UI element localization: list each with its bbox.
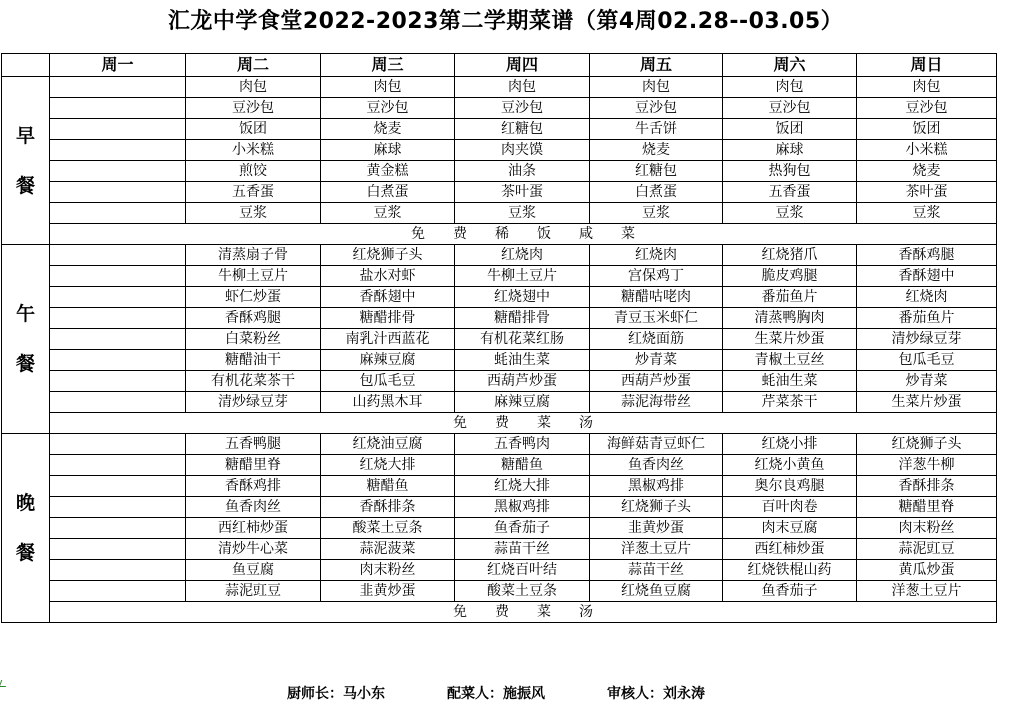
dish-cell: 香酥翅中: [321, 287, 455, 308]
lunch-row: [2, 371, 997, 392]
dish-cell: 麻球: [321, 140, 455, 161]
dish-cell: 香酥排条: [321, 497, 455, 518]
dish-cell: [50, 119, 186, 140]
dish-cell: 蒜泥豇豆: [857, 539, 997, 560]
lunch-row: [2, 266, 997, 287]
dish-cell: [50, 560, 186, 581]
dish-cell: 糖醋鱼: [321, 476, 455, 497]
breakfast-label: [2, 77, 50, 245]
dish-cell: 五香鸭腿: [186, 434, 321, 455]
dinner-row: [2, 560, 997, 581]
dish-cell: [50, 392, 186, 413]
dish-cell: 芹菜茶干: [723, 392, 857, 413]
dish-cell: 红烧油豆腐: [321, 434, 455, 455]
dish-cell: 白煮蛋: [590, 182, 723, 203]
dish-cell: 黄瓜炒蛋: [857, 560, 997, 581]
lunch-free-note: 免 费 菜 汤: [50, 413, 997, 434]
dish-cell: 麻辣豆腐: [321, 350, 455, 371]
day-header: 周一: [50, 54, 186, 77]
corner-cell: [2, 54, 50, 77]
day-header: 周五: [590, 54, 723, 77]
dish-cell: 清蒸鸭胸肉: [723, 308, 857, 329]
dish-cell: 豆浆: [186, 203, 321, 224]
dish-cell: 香酥排条: [857, 476, 997, 497]
dish-cell: 红烧鱼豆腐: [590, 581, 723, 602]
dish-cell: 香酥鸡腿: [186, 308, 321, 329]
dish-cell: 有机花菜茶干: [186, 371, 321, 392]
dish-cell: 牛柳土豆片: [186, 266, 321, 287]
dish-cell: 豆沙包: [455, 98, 590, 119]
dish-cell: 黑椒鸡排: [455, 497, 590, 518]
dish-cell: [50, 581, 186, 602]
dish-cell: 盐水对虾: [321, 266, 455, 287]
breakfast-row: [2, 161, 997, 182]
dish-cell: [50, 245, 186, 266]
dish-cell: 小米糕: [186, 140, 321, 161]
dish-cell: 蒜泥菠菜: [321, 539, 455, 560]
dish-cell: 白煮蛋: [321, 182, 455, 203]
dish-cell: 韭黄炒蛋: [321, 581, 455, 602]
dish-cell: 糖醋咕咾肉: [590, 287, 723, 308]
dinner-free-row: [2, 602, 997, 623]
dish-cell: 肉包: [590, 77, 723, 98]
lunch-label-top: 午: [15, 303, 35, 325]
dish-cell: 西葫芦炒蛋: [455, 371, 590, 392]
dish-cell: 炒青菜: [857, 371, 997, 392]
dish-cell: 红烧狮子头: [321, 245, 455, 266]
day-header: 周三: [321, 54, 455, 77]
dish-cell: [50, 539, 186, 560]
dish-cell: 饭团: [723, 119, 857, 140]
dish-cell: 牛柳土豆片: [455, 266, 590, 287]
dish-cell: 洋葱土豆片: [590, 539, 723, 560]
dish-cell: 豆浆: [455, 203, 590, 224]
dish-cell: 包瓜毛豆: [321, 371, 455, 392]
dish-cell: 虾仁炒蛋: [186, 287, 321, 308]
dish-cell: 韭黄炒蛋: [590, 518, 723, 539]
dish-cell: 西葫芦炒蛋: [590, 371, 723, 392]
dish-cell: 红烧翅中: [455, 287, 590, 308]
dinner-free-note: 免 费 菜 汤: [50, 602, 997, 623]
dish-cell: 红烧大排: [321, 455, 455, 476]
dish-cell: 红烧狮子头: [590, 497, 723, 518]
dish-cell: 五香蛋: [186, 182, 321, 203]
breakfast-row: [2, 77, 997, 98]
dish-cell: 红烧小排: [723, 434, 857, 455]
dish-cell: 糖醋鱼: [455, 455, 590, 476]
dish-cell: [50, 287, 186, 308]
dish-cell: [50, 308, 186, 329]
dish-cell: 肉末粉丝: [857, 518, 997, 539]
dish-cell: 鱼香茄子: [455, 518, 590, 539]
dish-cell: 香酥鸡腿: [857, 245, 997, 266]
planner-signature: 配菜人：施振风: [447, 686, 545, 702]
corner-mark: [0, 680, 8, 687]
dish-cell: 生菜片炒蛋: [857, 392, 997, 413]
dish-cell: 糖醋排骨: [455, 308, 590, 329]
breakfast-row: [2, 140, 997, 161]
dish-cell: 肉夹馍: [455, 140, 590, 161]
dish-cell: 肉包: [455, 77, 590, 98]
dish-cell: 糖醋里脊: [857, 497, 997, 518]
dinner-row: [2, 476, 997, 497]
dish-cell: 酸菜土豆条: [321, 518, 455, 539]
dish-cell: 油条: [455, 161, 590, 182]
dinner-row: [2, 518, 997, 539]
lunch-label-bottom: 餐: [15, 353, 35, 375]
breakfast-label-bottom: 餐: [15, 174, 35, 197]
dish-cell: 热狗包: [723, 161, 857, 182]
dinner-label: [2, 434, 50, 623]
dish-cell: 蒜苗干丝: [590, 560, 723, 581]
breakfast-label-top: 早: [15, 124, 35, 147]
dish-cell: 黄金糕: [321, 161, 455, 182]
dish-cell: 五香鸭肉: [455, 434, 590, 455]
dish-cell: 豆浆: [857, 203, 997, 224]
header-row: [2, 54, 997, 77]
dish-cell: 炒青菜: [590, 350, 723, 371]
dish-cell: [50, 371, 186, 392]
dish-cell: 麻球: [723, 140, 857, 161]
dish-cell: 豆沙包: [186, 98, 321, 119]
dish-cell: 生菜片炒蛋: [723, 329, 857, 350]
dish-cell: 豆浆: [590, 203, 723, 224]
day-header: 周四: [455, 54, 590, 77]
dish-cell: 豆沙包: [857, 98, 997, 119]
dish-cell: [50, 161, 186, 182]
chef-signature: 厨师长：马小东: [287, 686, 385, 702]
lunch-label: [2, 245, 50, 434]
dish-cell: 红糖包: [455, 119, 590, 140]
dish-cell: 红烧狮子头: [857, 434, 997, 455]
dish-cell: 山药黑木耳: [321, 392, 455, 413]
dish-cell: 香酥鸡排: [186, 476, 321, 497]
dish-cell: 饭团: [186, 119, 321, 140]
dinner-row: [2, 539, 997, 560]
lunch-row: [2, 308, 997, 329]
dish-cell: 西红柿炒蛋: [723, 539, 857, 560]
dish-cell: [50, 182, 186, 203]
dish-cell: 牛舌饼: [590, 119, 723, 140]
dish-cell: 茶叶蛋: [455, 182, 590, 203]
breakfast-free-note: 免 费 稀 饭 咸 菜: [50, 224, 997, 245]
dish-cell: [50, 329, 186, 350]
dish-cell: 小米糕: [857, 140, 997, 161]
dish-cell: [50, 476, 186, 497]
dinner-row: [2, 455, 997, 476]
dish-cell: 青豆玉米虾仁: [590, 308, 723, 329]
reviewer-signature: 审核人：刘永涛: [607, 686, 705, 702]
dish-cell: 烧麦: [857, 161, 997, 182]
dish-cell: 红烧小黄鱼: [723, 455, 857, 476]
dish-cell: 蒜泥海带丝: [590, 392, 723, 413]
dish-cell: 清蒸扇子骨: [186, 245, 321, 266]
dish-cell: 蒜苗干丝: [455, 539, 590, 560]
dinner-row: [2, 497, 997, 518]
dish-cell: 蚝油生菜: [723, 371, 857, 392]
lunch-row: [2, 329, 997, 350]
dish-cell: [50, 434, 186, 455]
dish-cell: 红烧肉: [455, 245, 590, 266]
dish-cell: 糖醋里脊: [186, 455, 321, 476]
dish-cell: 黑椒鸡排: [590, 476, 723, 497]
dish-cell: 百叶肉卷: [723, 497, 857, 518]
dish-cell: 糖醋油干: [186, 350, 321, 371]
dish-cell: 洋葱土豆片: [857, 581, 997, 602]
dinner-label-bottom: 餐: [15, 542, 35, 564]
dish-cell: 豆浆: [321, 203, 455, 224]
dinner-row: [2, 434, 997, 455]
dish-cell: 豆浆: [723, 203, 857, 224]
dish-cell: 番茄鱼片: [857, 308, 997, 329]
dish-cell: 奥尔良鸡腿: [723, 476, 857, 497]
dish-cell: 豆沙包: [321, 98, 455, 119]
lunch-row: [2, 350, 997, 371]
dish-cell: [50, 455, 186, 476]
dish-cell: 海鲜菇青豆虾仁: [590, 434, 723, 455]
dish-cell: 鱼香茄子: [723, 581, 857, 602]
dish-cell: 洋葱牛柳: [857, 455, 997, 476]
dish-cell: 鱼香肉丝: [590, 455, 723, 476]
dish-cell: [50, 497, 186, 518]
dish-cell: 豆沙包: [590, 98, 723, 119]
dish-cell: 有机花菜红肠: [455, 329, 590, 350]
dinner-label-top: 晚: [15, 492, 35, 514]
dish-cell: 红糖包: [590, 161, 723, 182]
dish-cell: 青椒土豆丝: [723, 350, 857, 371]
dish-cell: 鱼豆腐: [186, 560, 321, 581]
breakfast-row: [2, 119, 997, 140]
dish-cell: 蚝油生菜: [455, 350, 590, 371]
dish-cell: 肉末豆腐: [723, 518, 857, 539]
dish-cell: [50, 266, 186, 287]
dish-cell: 西红柿炒蛋: [186, 518, 321, 539]
dish-cell: 肉包: [857, 77, 997, 98]
dish-cell: [50, 350, 186, 371]
dish-cell: 宫保鸡丁: [590, 266, 723, 287]
dish-cell: 鱼香肉丝: [186, 497, 321, 518]
breakfast-row: [2, 182, 997, 203]
dish-cell: 麻辣豆腐: [455, 392, 590, 413]
dish-cell: [50, 77, 186, 98]
dish-cell: 肉末粉丝: [321, 560, 455, 581]
dish-cell: 红烧铁棍山药: [723, 560, 857, 581]
day-header: 周六: [723, 54, 857, 77]
lunch-row: [2, 245, 997, 266]
page-title: 汇龙中学食堂2022-2023第二学期菜谱（第4周02.28--03.05）: [167, 9, 844, 34]
dish-cell: 五香蛋: [723, 182, 857, 203]
dish-cell: 清炒绿豆芽: [857, 329, 997, 350]
dish-cell: [50, 98, 186, 119]
breakfast-free-row: [2, 224, 997, 245]
breakfast-row: [2, 98, 997, 119]
dish-cell: 红烧肉: [857, 287, 997, 308]
day-header: 周二: [186, 54, 321, 77]
dish-cell: 番茄鱼片: [723, 287, 857, 308]
dish-cell: 红烧百叶结: [455, 560, 590, 581]
dish-cell: 肉包: [321, 77, 455, 98]
dinner-row: [2, 581, 997, 602]
dish-cell: 肉包: [186, 77, 321, 98]
dish-cell: 南乳汁西蓝花: [321, 329, 455, 350]
lunch-row: [2, 287, 997, 308]
menu-table: [1, 53, 997, 623]
breakfast-row: [2, 203, 997, 224]
dish-cell: 烧麦: [321, 119, 455, 140]
dish-cell: 红烧肉: [590, 245, 723, 266]
dish-cell: 清炒牛心菜: [186, 539, 321, 560]
lunch-row: [2, 392, 997, 413]
dish-cell: 香酥翅中: [857, 266, 997, 287]
dish-cell: 红烧面筋: [590, 329, 723, 350]
dish-cell: 糖醋排骨: [321, 308, 455, 329]
dish-cell: 烧麦: [590, 140, 723, 161]
dish-cell: 肉包: [723, 77, 857, 98]
day-header: 周日: [857, 54, 997, 77]
dish-cell: 包瓜毛豆: [857, 350, 997, 371]
dish-cell: 饭团: [857, 119, 997, 140]
dish-cell: 蒜泥豇豆: [186, 581, 321, 602]
dish-cell: 酸菜土豆条: [455, 581, 590, 602]
dish-cell: [50, 140, 186, 161]
dish-cell: 煎饺: [186, 161, 321, 182]
dish-cell: 白菜粉丝: [186, 329, 321, 350]
dish-cell: 脆皮鸡腿: [723, 266, 857, 287]
dish-cell: 豆沙包: [723, 98, 857, 119]
dish-cell: 清炒绿豆芽: [186, 392, 321, 413]
lunch-free-row: [2, 413, 997, 434]
dish-cell: 茶叶蛋: [857, 182, 997, 203]
dish-cell: 红烧大排: [455, 476, 590, 497]
dish-cell: [50, 518, 186, 539]
dish-cell: 红烧猪爪: [723, 245, 857, 266]
dish-cell: [50, 203, 186, 224]
